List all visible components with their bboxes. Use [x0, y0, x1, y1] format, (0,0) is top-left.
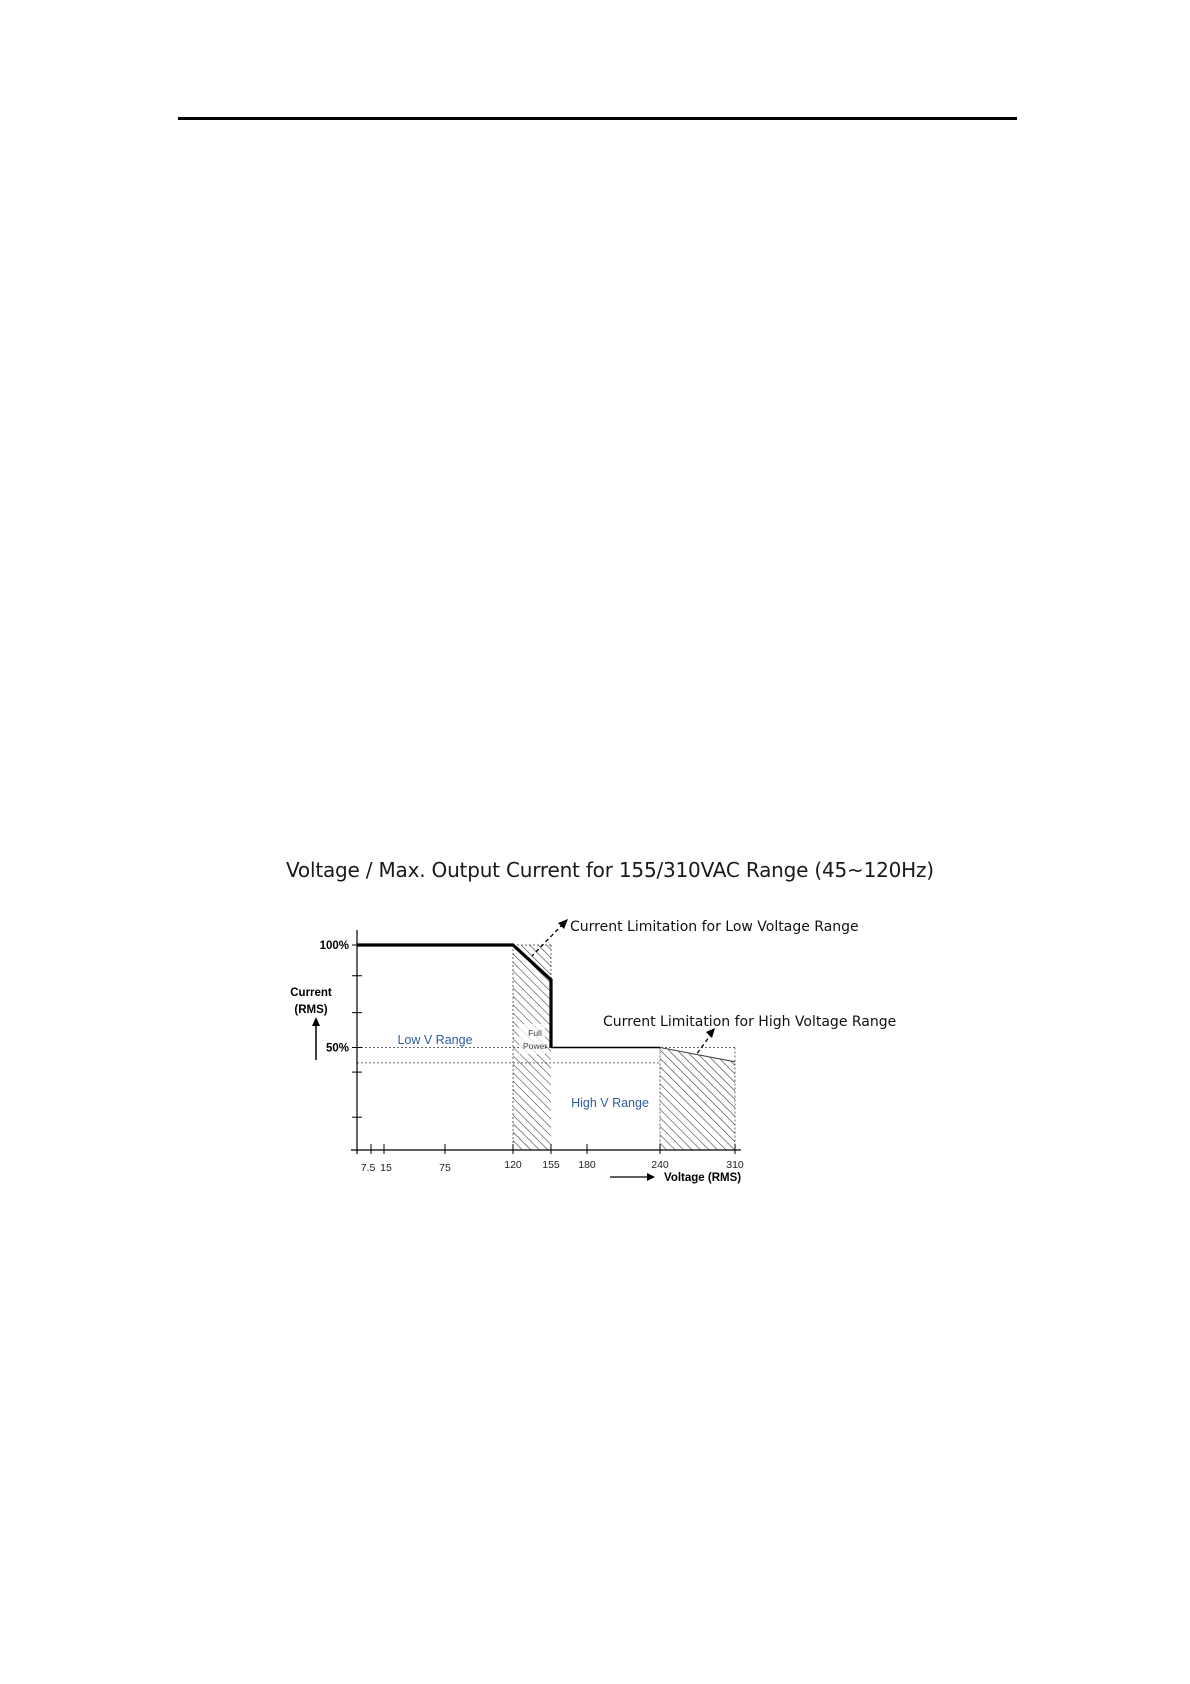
- region-label-high: High V Range: [571, 1096, 649, 1110]
- x-tick-label-1: 15: [380, 1162, 392, 1174]
- x-tick-label-6: 240: [651, 1159, 669, 1171]
- chart-title: Voltage / Max. Output Current for 155/310VAC Range (45~120Hz): [286, 858, 934, 882]
- x-axis-label: Voltage (RMS): [664, 1172, 742, 1184]
- x-axis-arrow-head: [647, 1173, 655, 1181]
- y-axis-label-line1: Current: [290, 987, 332, 999]
- region-label-low: Low V Range: [397, 1033, 473, 1047]
- annotation-low-limit: Current Limitation for Low Voltage Range: [570, 919, 859, 935]
- x-tick-label-7: 310: [726, 1159, 744, 1171]
- annotation-low-limit-arrowhead: [558, 919, 568, 929]
- y-axis-arrow-head: [312, 1017, 320, 1026]
- x-tick-label-0: 7.5: [360, 1162, 376, 1174]
- region-label-full-line1: Full: [528, 1028, 542, 1038]
- x-tick-label-3: 120: [504, 1159, 522, 1171]
- region-label-full-line2: Power: [522, 1041, 548, 1051]
- y-tick-label-50: 50%: [325, 1042, 349, 1055]
- annotation-high-limit: Current Limitation for High Voltage Range: [603, 1014, 897, 1030]
- y-axis-label-line2: (RMS): [294, 1004, 328, 1016]
- x-tick-label-4: 155: [542, 1159, 560, 1171]
- x-tick-label-2: 75: [439, 1162, 451, 1174]
- x-tick-label-5: 180: [578, 1159, 596, 1171]
- y-tick-label-100: 100%: [319, 940, 349, 952]
- high-range-limit-hatch: [660, 1048, 735, 1151]
- annotation-high-limit-leader: [696, 1033, 712, 1055]
